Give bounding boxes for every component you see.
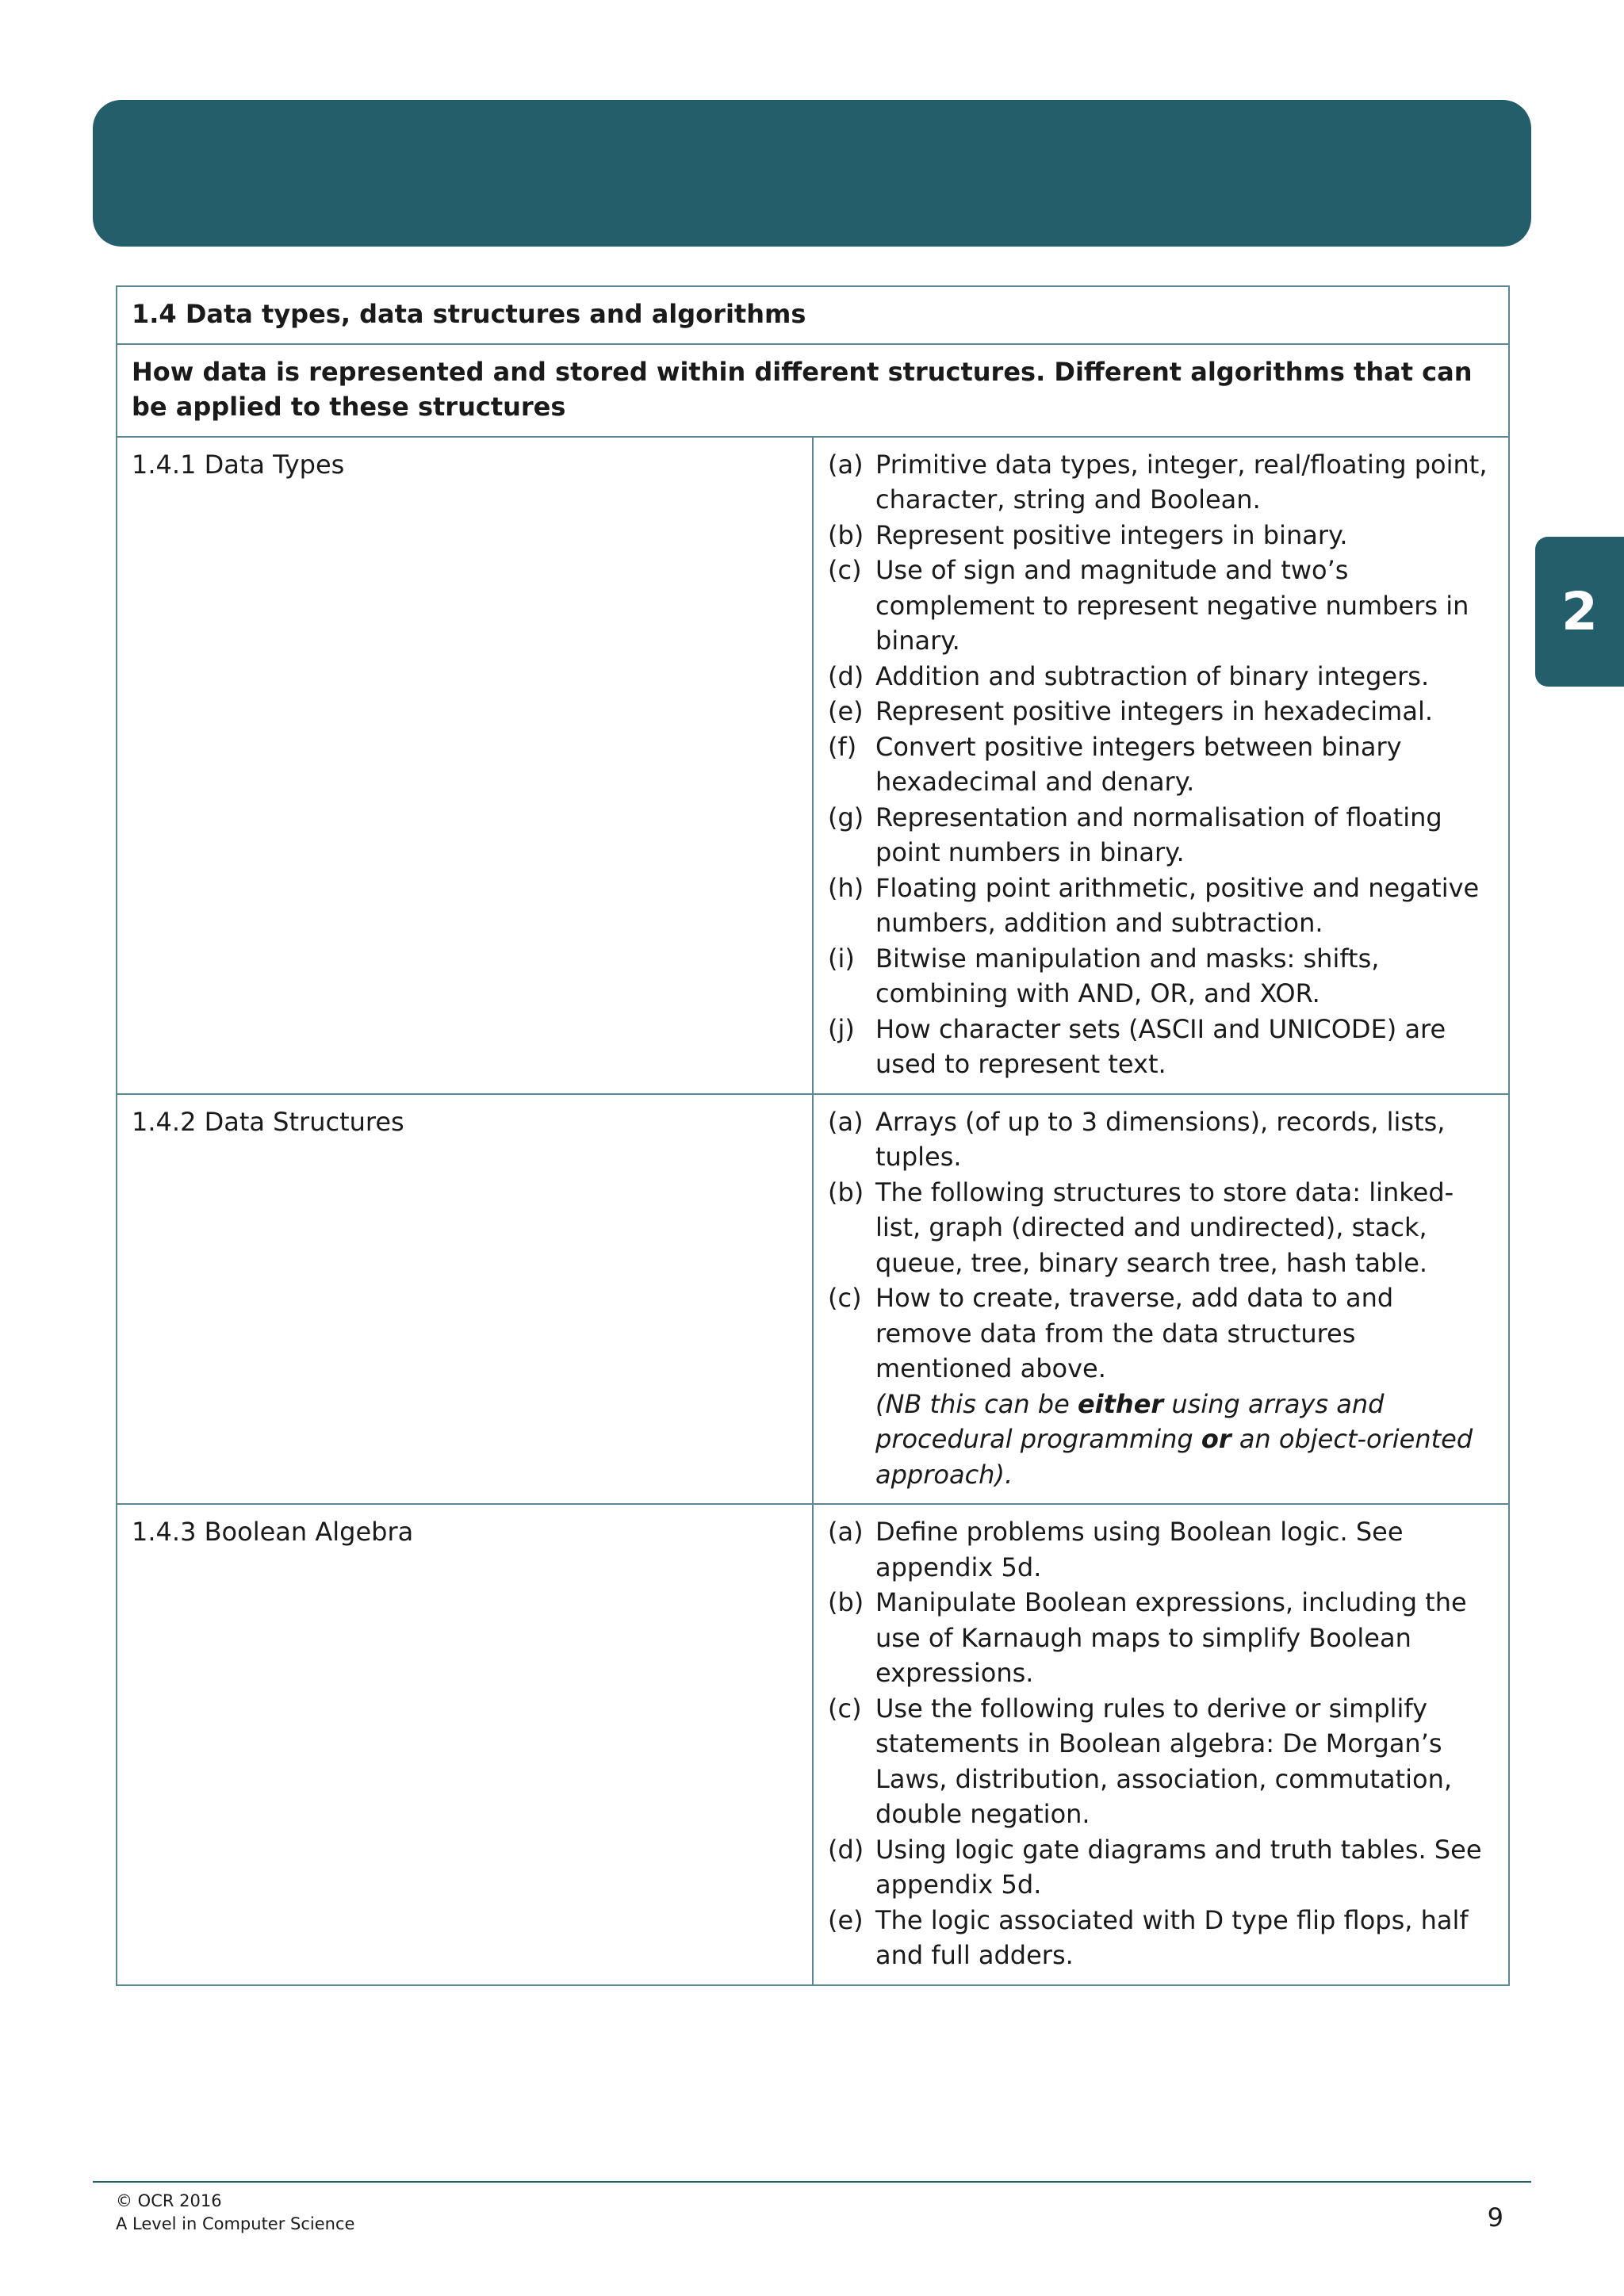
topic-name: 1.4.2 Data Structures [117,1094,813,1505]
copyright-text: © OCR 2016 [116,2191,222,2210]
item-text-body: How to create, traverse, add data to and remove data from the data structures mentioned above. [875,1283,1394,1383]
item-text: Arrays (of up to 3 dimensions), records, lists, tuples. [875,1106,1446,1172]
item-marker: (f) [828,731,857,762]
footer-info [116,2190,354,2236]
list-item [828,1104,1494,1175]
section-description: How data is represented and stored within different structures. Different algorithms that can be applied to these structures [117,344,1509,437]
item-text: Bitwise manipulation and masks: shifts, combining with AND, OR, and XOR. [875,943,1380,1008]
list-item [828,1585,1494,1691]
chapter-tab: 2 [1535,537,1624,687]
list-item [828,1012,1494,1082]
item-marker: (a) [828,1106,864,1137]
item-text: Addition and subtraction of binary integers. [875,660,1430,691]
list-item [828,800,1494,871]
learning-outcomes-list [828,1104,1494,1493]
item-text: Representation and normalisation of floating point numbers in binary. [875,802,1442,867]
item-marker: (d) [828,1834,864,1865]
list-item [828,1903,1494,1973]
list-item [828,447,1494,518]
item-marker: (j) [828,1013,855,1044]
item-text: The logic associated with D type flip flops, half and full adders. [875,1904,1469,1970]
note-fragment: (NB this can be [875,1388,1078,1419]
learning-outcomes-list [828,447,1494,1082]
item-marker: (d) [828,660,864,691]
topic-row [117,437,1509,1094]
topic-content [813,1504,1509,1985]
item-marker: (b) [828,1177,864,1207]
item-marker: (e) [828,1904,864,1935]
item-marker: (h) [828,872,864,903]
item-marker: (c) [828,1693,862,1724]
list-item [828,659,1494,695]
list-item [828,1832,1494,1903]
item-marker: (i) [828,943,855,974]
item-marker: (c) [828,555,862,585]
item-text: Represent positive integers in binary. [875,519,1348,550]
specification-table [116,285,1510,1986]
page-number: 9 [1487,2202,1503,2233]
item-text: How character sets (ASCII and UNICODE) are used to represent text. [875,1013,1446,1079]
topic-row [117,1504,1509,1985]
note-fragment: using arrays and procedural programming [875,1388,1385,1454]
list-item [828,694,1494,729]
item-text: Using logic gate diagrams and truth tables. See appendix 5d. [875,1834,1482,1900]
note-fragment: either [1077,1388,1164,1419]
list-item [828,1280,1494,1492]
list-item [828,518,1494,553]
item-text: Convert positive integers between binary hexadecimal and denary. [875,731,1402,797]
section-description-row [117,344,1509,437]
note-fragment: or [1201,1424,1231,1454]
list-item [828,941,1494,1012]
approach-note [875,1387,1494,1493]
item-marker: (b) [828,519,864,550]
item-text: Define problems using Boolean logic. See appendix 5d. [875,1517,1404,1582]
item-text: Represent positive integers in hexadecimal. [875,696,1434,726]
list-item [828,1691,1494,1832]
item-marker: (a) [828,1517,864,1547]
learning-outcomes-list [828,1514,1494,1973]
topic-row [117,1094,1509,1505]
header-banner [93,100,1531,247]
list-item [828,1175,1494,1281]
qualification-text: A Level in Computer Science [116,2214,355,2233]
item-marker: (g) [828,802,864,832]
list-item [828,871,1494,941]
item-text: Manipulate Boolean expressions, including the use of Karnaugh maps to simplify Boolean expressions. [875,1587,1467,1688]
item-text: Primitive data types, integer, real/floating point, character, string and Boolean. [875,449,1488,515]
item-text: Floating point arithmetic, positive and negative numbers, addition and subtraction. [875,872,1480,938]
topic-name: 1.4.1 Data Types [117,437,813,1094]
item-marker: (c) [828,1283,862,1313]
footer-divider [93,2181,1531,2183]
topic-name: 1.4.3 Boolean Algebra [117,1504,813,1985]
item-marker: (b) [828,1587,864,1617]
section-title: 1.4 Data types, data structures and algorithms [117,286,1509,344]
item-marker: (a) [828,449,864,480]
item-text [875,1280,1494,1492]
section-title-row [117,286,1509,344]
topic-content [813,1094,1509,1505]
item-marker: (e) [828,696,864,726]
item-text: Use the following rules to derive or simplify statements in Boolean algebra: De Morgan’s Laws, distribution, association, commutation, double negation. [875,1693,1453,1829]
topic-content [813,437,1509,1094]
item-text: The following structures to store data: linked-list, graph (directed and undirected), stack, queue, tree, binary search tree, hash table. [875,1177,1454,1278]
list-item [828,1514,1494,1585]
list-item [828,553,1494,659]
note-fragment: an object-oriented approach). [875,1424,1473,1490]
item-text: Use of sign and magnitude and two’s complement to represent negative numbers in binary. [875,555,1469,656]
list-item [828,729,1494,800]
